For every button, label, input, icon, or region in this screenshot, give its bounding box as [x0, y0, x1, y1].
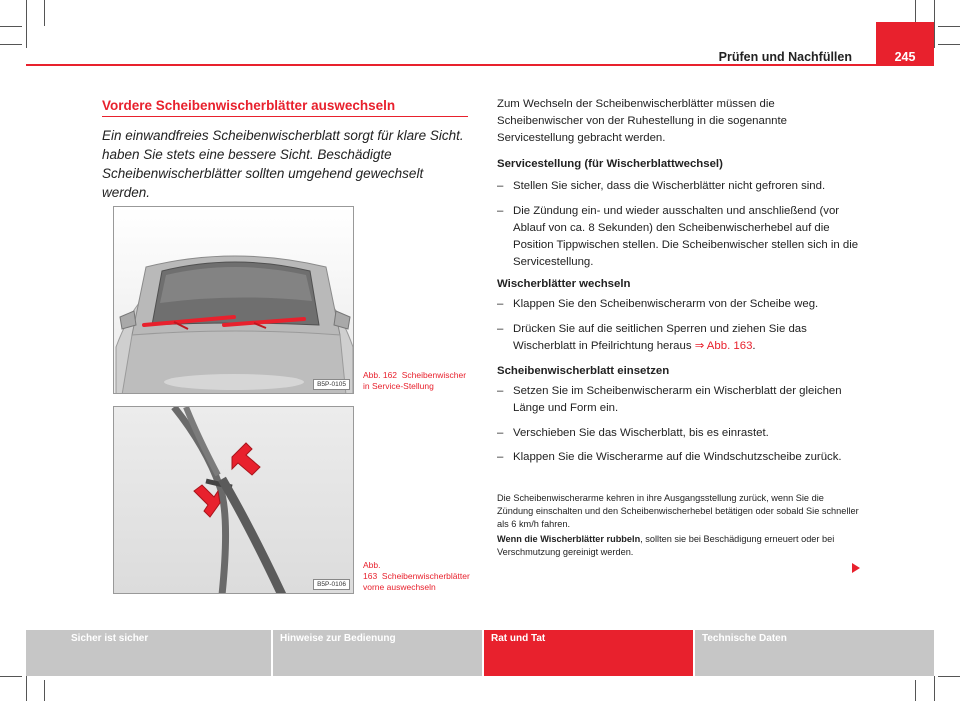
figure-code: B5P-0106: [313, 579, 350, 590]
note-reset: Die Scheibenwischerarme kehren in ihre Ausgangsstellung zurück, wenn Sie die Zündung einschalten und den Scheibenwischerhebel betätigen oder sobald Sie schneller als 6 km/h fahren.: [497, 493, 859, 529]
crop-mark: [938, 44, 960, 45]
caption-text: Scheibenwischerblätter vorne auswechseln: [363, 571, 470, 592]
bullet-dash: –: [497, 180, 504, 192]
footer-tab-hinweise[interactable]: Hinweise zur Bedienung: [273, 630, 482, 676]
step-4: [513, 321, 863, 355]
figure-162-image: [113, 206, 354, 394]
step-1: Stellen Sie sicher, dass die Wischerblätter nicht gefroren sind.: [513, 180, 826, 192]
step-5: Setzen Sie im Scheibenwischerarm ein Wischerblatt der gleichen Länge und Form ein.: [513, 385, 842, 414]
crop-mark: [0, 676, 22, 677]
crop-mark: [44, 680, 45, 701]
right-intro: Zum Wechseln der Scheibenwischerblätter müssen die Scheibenwischer von der Ruhestellung in die sogenannte Servicestellung gebracht werden.: [497, 98, 788, 144]
subheading-einsetzen: Scheibenwischerblatt einsetzen: [497, 365, 670, 377]
step-4-end: .: [752, 340, 756, 352]
note-rubbeln-rest: , sollten sie bei Beschädigung erneuert oder bei Verschmutzung gereinigt werden.: [497, 534, 835, 557]
running-header: Prüfen und Nachfüllen: [718, 50, 852, 64]
bullet-dash: –: [497, 323, 504, 335]
section-title: Vordere Scheibenwischerblätter auswechseln: [102, 98, 396, 113]
section-rule: [102, 116, 468, 117]
footer-tab-rat-und-tat[interactable]: Rat und Tat: [484, 630, 693, 676]
caption-label: Abb. 162: [363, 370, 398, 380]
crop-mark: [44, 0, 45, 26]
crop-mark: [0, 44, 22, 45]
bullet-dash: –: [497, 298, 504, 310]
figure-code: B5P-0105: [313, 379, 350, 390]
crop-mark: [26, 0, 27, 48]
step-3: Klappen Sie den Scheibenwischerarm von der Scheibe weg.: [513, 298, 819, 310]
note-rubbeln: [497, 533, 862, 559]
step-6: Verschieben Sie das Wischerblatt, bis es einrastet.: [513, 427, 769, 439]
crop-mark: [915, 680, 916, 701]
crop-mark: [0, 26, 22, 27]
car-wiper-illustration: [114, 207, 354, 394]
crop-mark: [26, 676, 27, 701]
footer-tab-technische-daten[interactable]: Technische Daten: [695, 630, 934, 676]
bullet-dash: –: [497, 427, 504, 439]
wiper-blade-illustration: [114, 407, 354, 594]
figure-163-image: [113, 406, 354, 594]
caption-text: Scheibenwischer in Service-Stellung: [363, 370, 467, 391]
figure-162-caption: [363, 370, 471, 392]
step-4-text: Drücken Sie auf die seitlichen Sperren und ziehen Sie das Wischerblatt in Pfeilrichtung heraus: [513, 323, 807, 352]
step-2: Die Zündung ein- und wieder ausschalten und anschließend (vor Ablauf von ca. 8 Sekunden) den Scheibenwischerhebel auf die Position Tippwischen stellen. Die Scheibenwischer stellen sich in die Servicestellung.: [513, 205, 859, 268]
subheading-servicestellung: Servicestellung (für Wischerblattwechsel): [497, 158, 723, 170]
step-7: Klappen Sie die Wischerarme auf die Windschutzscheibe zurück.: [513, 451, 842, 463]
section-intro: Ein einwandfreies Scheibenwischerblatt sorgt für klare Sicht. haben Sie stets eine bessere Sicht. Beschädigte Scheibenwischerblätter sollten umgehend gewechselt werden.: [102, 128, 464, 200]
continue-arrow-icon: [852, 563, 860, 573]
footer-tab-sicher[interactable]: Sicher ist sicher: [26, 630, 271, 676]
crop-mark: [934, 676, 935, 701]
crop-mark: [938, 26, 960, 27]
figure-163-caption: [363, 560, 471, 593]
bullet-dash: –: [497, 205, 504, 217]
figure-reference-link[interactable]: ⇒ Abb. 163: [694, 340, 753, 352]
bullet-dash: –: [497, 385, 504, 397]
crop-mark: [938, 676, 960, 677]
bullet-dash: –: [497, 451, 504, 463]
page-number: 245: [894, 50, 916, 64]
header-rule: [26, 64, 934, 66]
note-rubbeln-bold: Wenn die Wischerblätter rubbeln: [497, 534, 641, 544]
caption-label: Abb. 163: [363, 560, 381, 581]
subheading-wechseln: Wischerblätter wechseln: [497, 278, 631, 290]
crop-mark: [934, 0, 935, 48]
